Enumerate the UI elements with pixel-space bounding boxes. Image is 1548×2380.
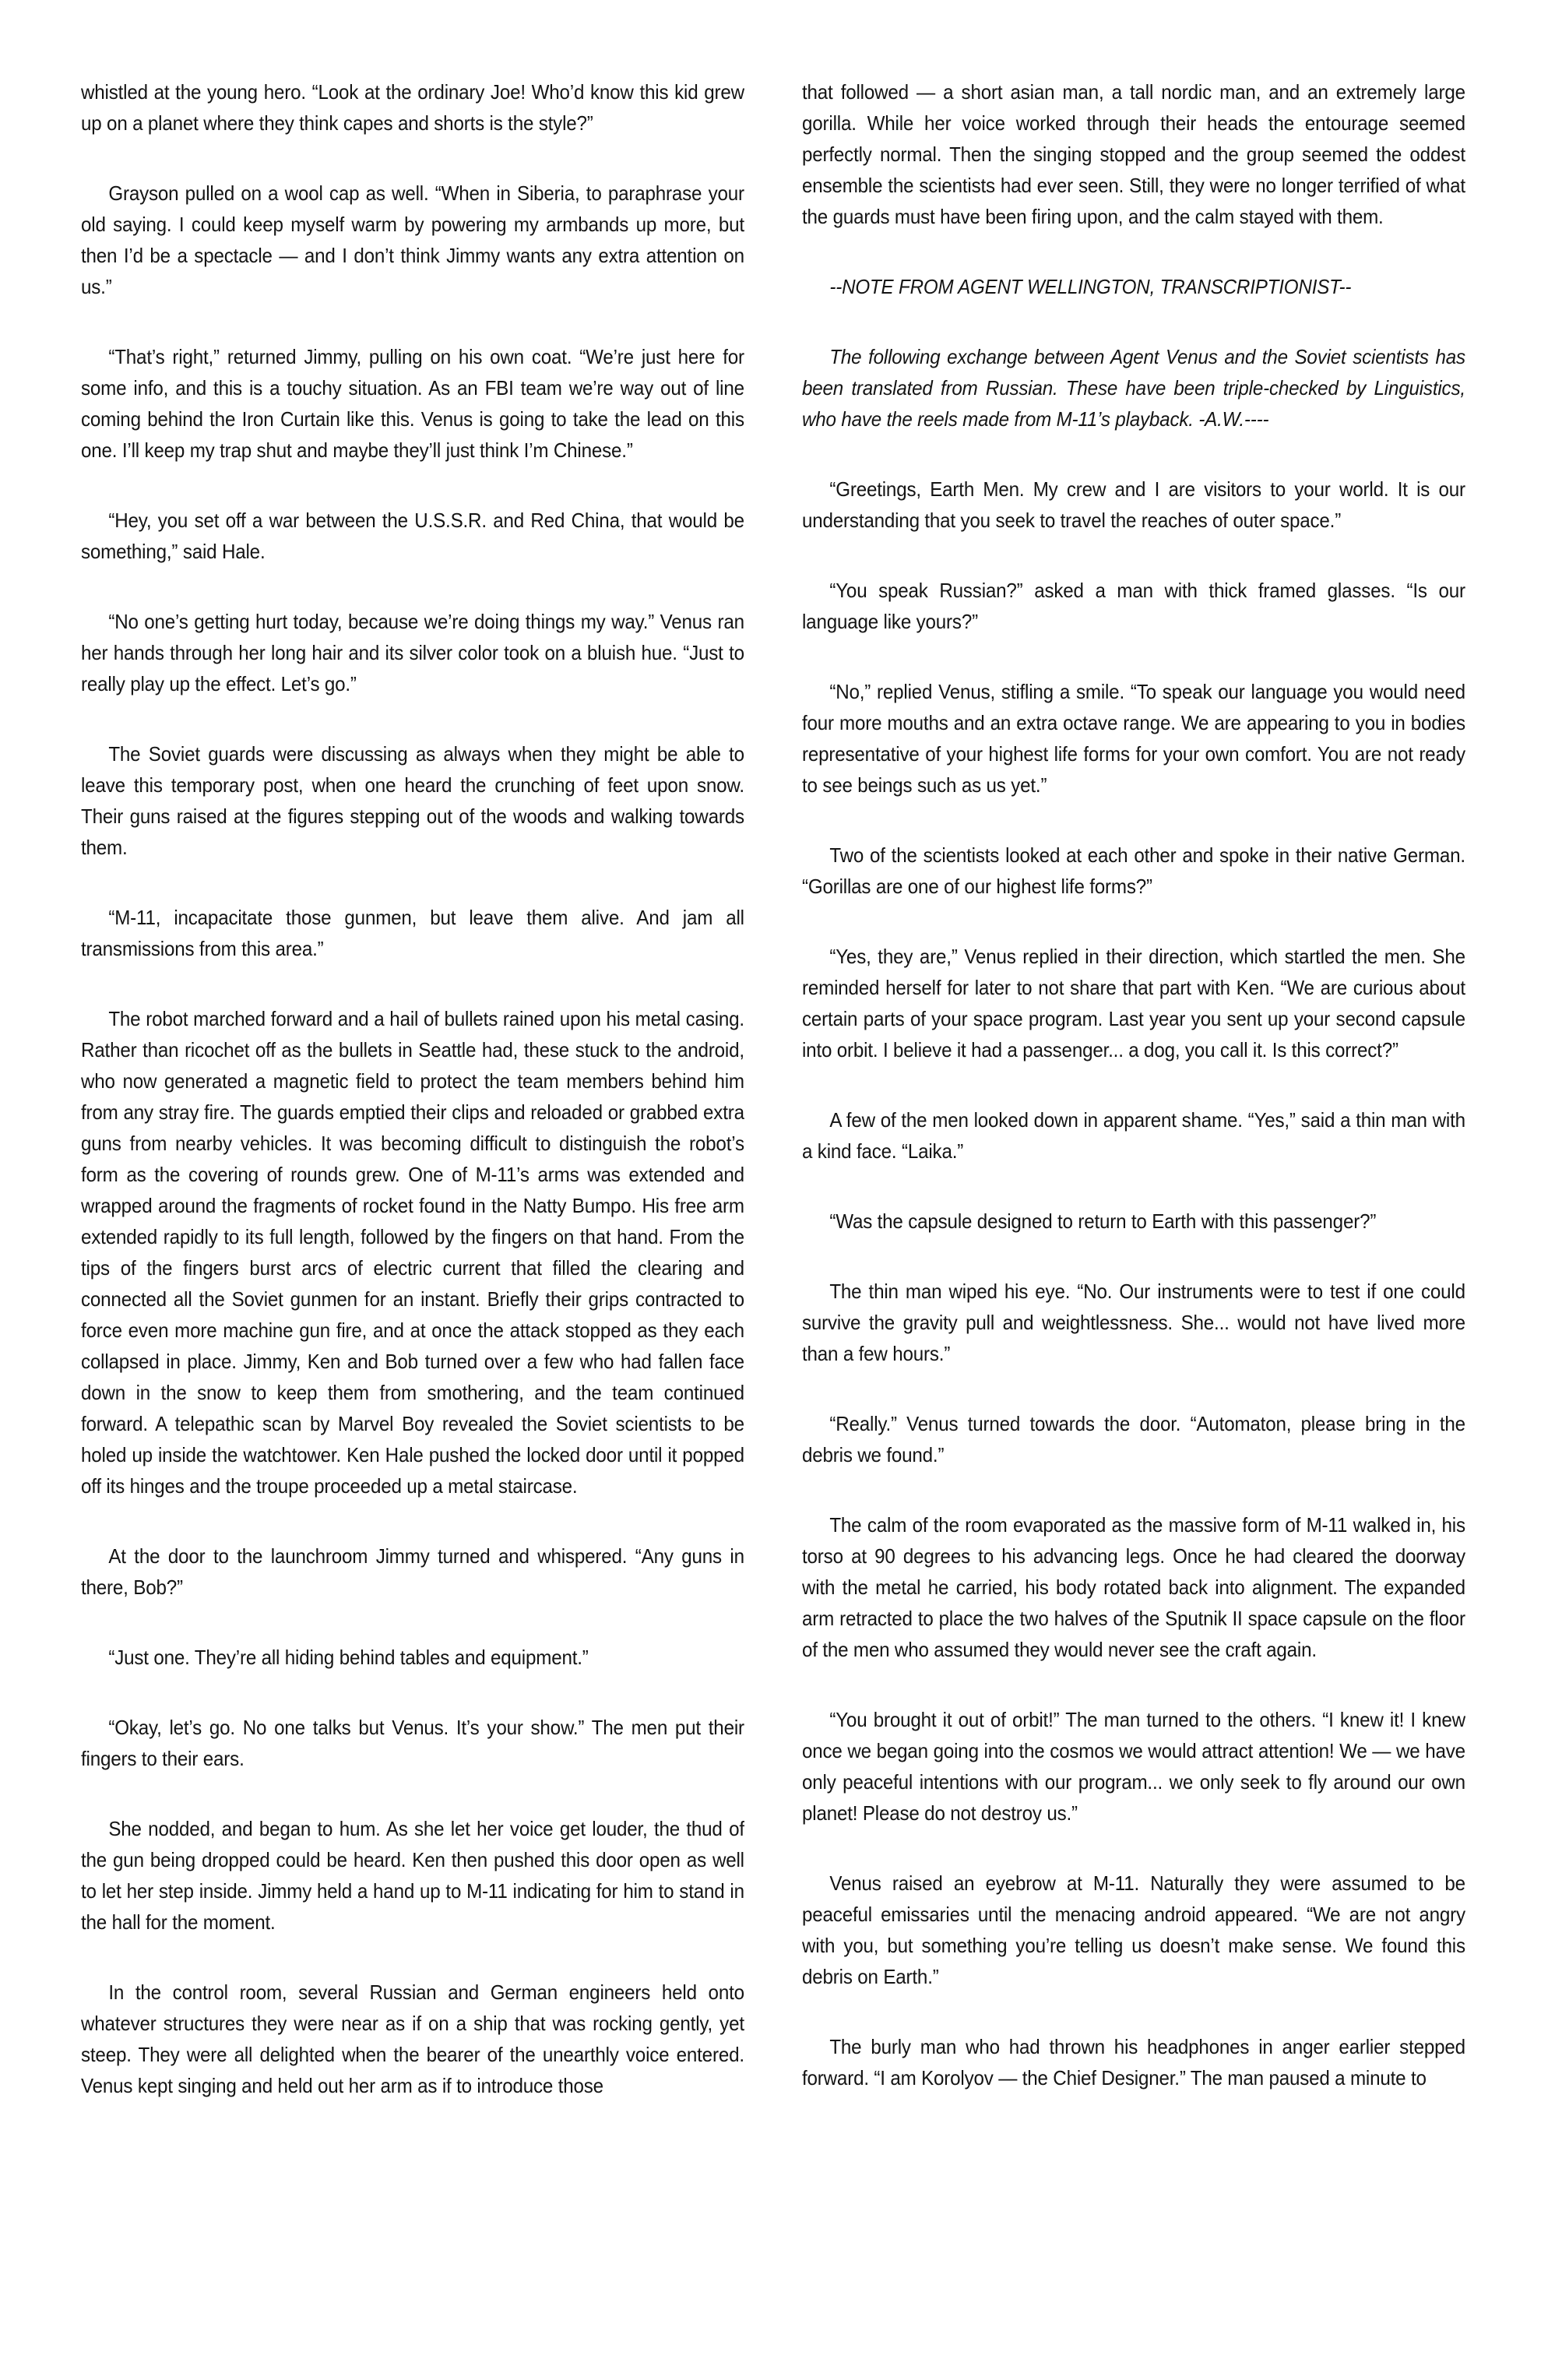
- paragraph: “M-11, incapacitate those gunmen, but leave them alive. And jam all transmissions from this area.”: [81, 906, 744, 960]
- paragraph: “Greetings, Earth Men. My crew and I are visitors to your world. It is our understanding that you seek to travel the reaches of outer space.”: [802, 477, 1465, 532]
- right-column: [802, 76, 1465, 2319]
- transcriptionist-note: The following exchange between Agent Venus and the Soviet scientists has been translated from Russian. These have been triple-checked by Linguistics, who have the reels made from M-11’s playback. -A.W.----: [802, 345, 1465, 431]
- paragraph: “Okay, let’s go. No one talks but Venus. It’s your show.” The men put their fingers to their ears.: [81, 1716, 744, 1770]
- paragraph: She nodded, and began to hum. As she let her voice get louder, the thud of the gun being dropped could be heard. Ken then pushed this door open as well to let her step inside. Jimmy held a hand up to M-11 indicating for him to stand in the hall for the moment.: [81, 1817, 744, 1934]
- paragraph: that followed — a short asian man, a tall nordic man, and an extremely large gorilla. While her voice worked through their heads the entourage seemed perfectly normal. Then the singing stopped and the group seemed the oddest ensemble the scientists had ever seen. Still, they were no longer terrified of what the guards must have been firing upon, and the calm stayed with them.: [802, 80, 1465, 228]
- paragraph: A few of the men looked down in apparent shame. “Yes,” said a thin man with a kind face. “Laika.”: [802, 1108, 1465, 1163]
- paragraph: “No,” replied Venus, stifling a smile. “To speak our language you would need four more mouths and an extra octave range. We are appearing to you in bodies representative of your highest life forms for your own comfort. You are not ready to see beings such as us yet.”: [802, 680, 1465, 797]
- transcriptionist-note-heading: --NOTE FROM AGENT WELLINGTON, TRANSCRIPTIONIST--: [829, 275, 1352, 298]
- paragraph: The calm of the room evaporated as the massive form of M-11 walked in, his torso at 90 degrees to his advancing legs. Once he had cleared the doorway with the metal he carried, his body rotated back into alignment. The expanded arm retracted to place the two halves of the Sputnik II space capsule on the floor of the men who assumed they would never see the craft again.: [802, 1513, 1465, 1661]
- paragraph: “You speak Russian?” asked a man with thick framed glasses. “Is our language like yours?”: [802, 579, 1465, 633]
- paragraph: “Hey, you set off a war between the U.S.S.R. and Red China, that would be something,” said Hale.: [81, 509, 744, 563]
- paragraph: “That’s right,” returned Jimmy, pulling on his own coat. “We’re just here for some info, and this is a touchy situation. As an FBI team we’re way out of line coming behind the Iron Curtain like this. Venus is going to take the lead on this one. I’ll keep my trap shut and maybe they’ll just think I’m Chinese.”: [81, 345, 744, 462]
- paragraph: “Really.” Venus turned towards the door. “Automaton, please bring in the debris we found.”: [802, 1412, 1465, 1466]
- paragraph: “No one’s getting hurt today, because we’re doing things my way.” Venus ran her hands through her long hair and its silver color took on a bluish hue. “Just to really play up the effect. Let’s go.”: [81, 610, 744, 695]
- paragraph: In the control room, several Russian and German engineers held onto whatever structures they were near as if on a ship that was rocking gently, yet steep. They were all delighted when the bearer of the unearthly voice entered. Venus kept singing and held out her arm as if to introduce those: [81, 1980, 744, 2097]
- paragraph: The thin man wiped his eye. “No. Our instruments were to test if one could survive the gravity pull and weightlessness. She... would not have lived more than a few hours.”: [802, 1280, 1465, 1365]
- paragraph: “You brought it out of orbit!” The man turned to the others. “I knew it! I knew once we began going into the cosmos we would attract attention! We — we have only peaceful intentions with our program... we only seek to fly around our own planet! Please do not destroy us.”: [802, 1708, 1465, 1825]
- paragraph: “Just one. They’re all hiding behind tables and equipment.”: [108, 1646, 589, 1669]
- paragraph: The Soviet guards were discussing as always when they might be able to leave this temporary post, when one heard the crunching of feet upon snow. Their guns raised at the figures stepping out of the woods and walking towards them.: [81, 742, 744, 859]
- paragraph: “Yes, they are,” Venus replied in their direction, which startled the men. She reminded herself for later to not share that part with Ken. “We are curious about certain parts of your space program. Last year you sent up your second capsule into orbit. I believe it had a passenger... a dog, you call it. Is this correct?”: [802, 945, 1465, 1061]
- paragraph: Two of the scientists looked at each other and spoke in their native German. “Gorillas are one of our highest life forms?”: [802, 843, 1465, 898]
- left-column: [81, 76, 744, 2319]
- paragraph: The robot marched forward and a hail of bullets rained upon his metal casing. Rather than ricochet off as the bullets in Seattle had, these stuck to the android, who now generated a magnetic field to protect the team members behind him from any stray fire. The guards emptied their clips and reloaded or grabbed extra guns from nearby vehicles. It was becoming difficult to distinguish the robot’s form as the covering of rounds grew. One of M-11’s arms was extended and wrapped around the fragments of rocket found in the Natty Bumpo. His free arm extended rapidly to its full length, followed by the fingers on that hand. From the tips of the fingers burst arcs of electric current that filled the clearing and connected all the Soviet gunmen for an instant. Briefly their grips contracted to force even more machine gun fire, and at once the attack stopped as they each collapsed in place. Jimmy, Ken and Bob turned over a few who had fallen face down in the snow to keep them from smothering, and the team continued forward. A telepathic scan by Marvel Boy revealed the Soviet scientists to be holed up inside the watchtower. Ken Hale pushed the locked door until it popped off its hinges and the troupe proceeded up a metal staircase.: [81, 1007, 744, 1498]
- paragraph: Venus raised an eyebrow at M-11. Naturally they were assumed to be peaceful emissaries until the menacing android appeared. “We are not angry with you, but something you’re telling us doesn’t make sense. We found this debris on Earth.”: [802, 1871, 1465, 1988]
- paragraph: The burly man who had thrown his headphones in anger earlier stepped forward. “I am Korolyov — the Chief Designer.” The man paused a minute to: [802, 2035, 1465, 2090]
- paragraph: At the door to the launchroom Jimmy turned and whispered. “Any guns in there, Bob?”: [81, 1544, 744, 1599]
- paragraph: “Was the capsule designed to return to Earth with this passenger?”: [829, 1209, 1377, 1233]
- paragraph: whistled at the young hero. “Look at the ordinary Joe! Who’d know this kid grew up on a planet where they think capes and shorts is the style?”: [81, 80, 744, 135]
- paragraph: Grayson pulled on a wool cap as well. “When in Siberia, to paraphrase your old saying. I could keep myself warm by powering my armbands up more, but then I’d be a spectacle — and I don’t think Jimmy wants any extra attention on us.”: [81, 181, 744, 298]
